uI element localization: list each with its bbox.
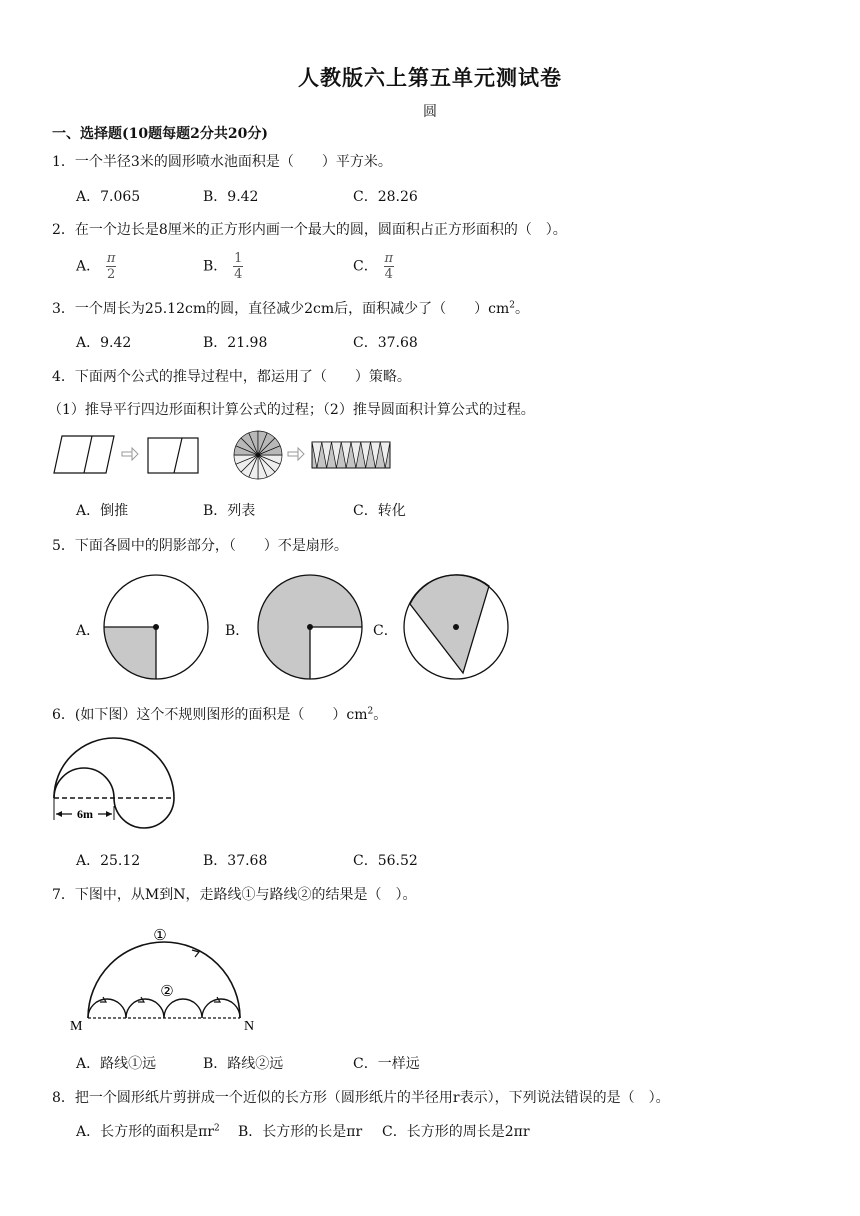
question-7-option-a[interactable]: A．路线①远 (76, 1056, 157, 1072)
question-6-option-c[interactable]: C．56.52 (353, 853, 418, 869)
fraction-pi-over-4 (384, 252, 394, 281)
question-2-option-b[interactable] (203, 252, 243, 281)
stem-text: 3．一个周长为25.12cm的圆，直径减少2cm后，面积减少了（ ）cm (52, 301, 510, 317)
question-1-option-a[interactable]: A．7.065 (76, 189, 141, 205)
point-n-label: N (244, 1019, 255, 1034)
question-3-option-b[interactable]: B．21.98 (203, 335, 268, 351)
option-label: B． (203, 258, 228, 275)
fraction-pi-over-2 (106, 252, 116, 281)
question-6-figure (52, 740, 182, 830)
stem-tail: 。 (514, 301, 529, 317)
question-2-option-a[interactable] (76, 252, 116, 281)
question-2-stem: 2．在一个边长是8厘米的正方形内画一个最大的圆，圆面积占正方形面积的（ ）。 (52, 222, 567, 238)
question-6-stem (52, 704, 387, 724)
question-1-option-c[interactable]: C．28.26 (353, 189, 418, 205)
question-6-option-a[interactable]: A．25.12 (76, 853, 141, 869)
question-7-option-b[interactable]: B．路线②远 (203, 1056, 284, 1072)
question-3-option-a[interactable]: A．9.42 (76, 335, 132, 351)
point-m-label: M (70, 1019, 83, 1034)
question-5-option-c[interactable]: C． (373, 623, 398, 639)
question-4-figure (50, 430, 400, 480)
question-7-stem: 7．下图中，从M到N，走路线①与路线②的结果是（ ）。 (52, 887, 417, 903)
denominator: 4 (234, 267, 243, 282)
question-5-stem: 5．下面各圆中的阴影部分，（ ）不是扇形。 (52, 538, 348, 554)
stem-superscript: 2 (509, 300, 515, 311)
question-5-option-a[interactable]: A． (76, 623, 101, 639)
section-heading: 一、选择题(10题每题2分共20分) (52, 126, 268, 142)
question-4-stem: 4．下面两个公式的推导过程中，都运用了（ ）策略。 (52, 369, 411, 385)
arrow-icon (288, 448, 304, 460)
numerator: π (384, 251, 393, 266)
approx-rectangle-shape (312, 442, 390, 468)
question-8-option-b[interactable]: B．长方形的长是πr (238, 1124, 363, 1140)
stem-text: 6．(如下图）这个不规则图形的面积是（ ）cm (52, 707, 368, 723)
denominator: 2 (106, 267, 116, 282)
question-4-option-a[interactable]: A．倒推 (76, 503, 129, 519)
route-1-label: ① (153, 926, 167, 944)
parallelogram-shape (54, 436, 114, 473)
circle-c-figure (404, 575, 508, 679)
route-2-label: ② (160, 982, 174, 1000)
circle-b-figure (258, 575, 362, 679)
question-4-option-c[interactable]: C．转化 (353, 503, 406, 519)
question-8-option-a[interactable] (76, 1121, 220, 1141)
question-4-subtext: （1）推导平行四边形面积计算公式的过程；（2）推导圆面积计算公式的过程。 (48, 402, 535, 418)
length-label: 6m (77, 807, 93, 821)
question-3-option-c[interactable]: C．37.68 (353, 335, 418, 351)
page-title: 人教版六上第五单元测试卷 (298, 66, 562, 90)
question-7-figure (66, 920, 266, 1032)
fraction-1-over-4 (233, 252, 243, 281)
arrow-icon (122, 448, 138, 460)
question-8-stem: 8．把一个圆形纸片剪拼成一个近似的长方形（圆形纸片的半径用r表示），下列说法错误的是（ ）。 (52, 1090, 670, 1106)
page-subtitle: 圆 (423, 104, 437, 120)
option-label: A． (76, 258, 101, 275)
numerator: π (106, 251, 116, 266)
arrow-icon (192, 950, 199, 957)
circle-a-figure (104, 575, 208, 679)
question-2-option-c[interactable] (353, 252, 394, 281)
option-label: C． (353, 258, 378, 275)
question-6-option-b[interactable]: B．37.68 (203, 853, 268, 869)
question-4-option-b[interactable]: B．列表 (203, 503, 256, 519)
question-7-option-c[interactable]: C．一样远 (353, 1056, 420, 1072)
rectangle-shape (148, 438, 198, 473)
question-1-option-b[interactable]: B．9.42 (203, 189, 259, 205)
question-8-option-c[interactable]: C．长方形的周长是2πr (382, 1124, 530, 1140)
denominator: 4 (384, 267, 393, 282)
sector-circle-shape (234, 431, 282, 479)
numerator: 1 (234, 251, 243, 266)
question-1-stem: 1．一个半径3米的圆形喷水池面积是（ ）平方米。 (52, 154, 392, 170)
option-a-text: A．长方形的面积是πr (76, 1124, 215, 1140)
stem-tail: 。 (373, 707, 388, 723)
question-5-figures (98, 568, 518, 686)
stem-superscript: 2 (367, 706, 374, 717)
question-5-option-b[interactable]: B． (225, 623, 250, 639)
question-3-stem (52, 298, 529, 318)
option-a-superscript: 2 (214, 1123, 220, 1134)
